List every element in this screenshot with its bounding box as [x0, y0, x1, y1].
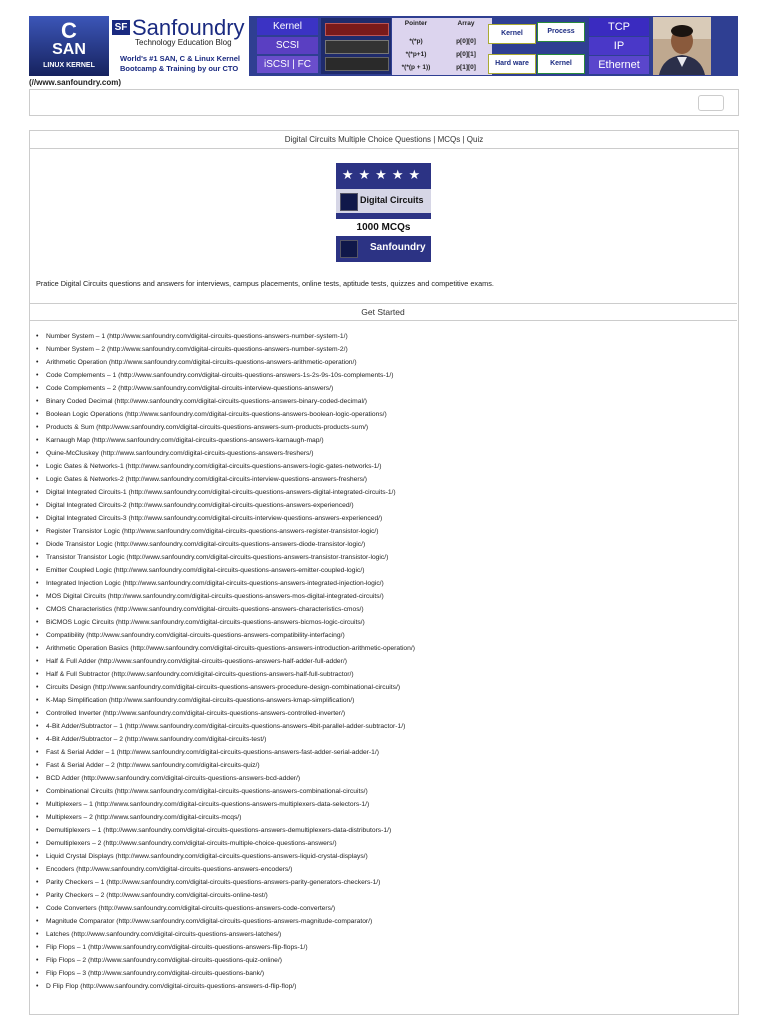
topic-link[interactable]: Register Transistor Logic: [46, 528, 120, 535]
table-cell: p[0][0]: [456, 38, 476, 45]
hardware-box: Hard ware: [488, 54, 536, 74]
list-item: • Arithmetic Operation (http://www.sanfoundry.com/digital-circuits-questions-answers-arithmetic-operation/): [36, 356, 736, 369]
topic-link[interactable]: Code Converters: [46, 905, 97, 912]
topic-url[interactable]: http://www.sanfoundry.com/digital-circuits-questions-answers-karnaugh-map/: [93, 437, 322, 444]
topic-link[interactable]: BCD Adder: [46, 775, 80, 782]
list-item: • Multiplexers – 1 (http://www.sanfoundry.com/digital-circuits-questions-answers-multiplexers-data-selectors-1/): [36, 798, 736, 811]
storage-rack-icon: [325, 40, 389, 54]
tcp-button[interactable]: TCP: [589, 18, 649, 36]
topic-link[interactable]: Combinational Circuits: [46, 788, 113, 795]
topic-url[interactable]: http://www.sanfoundry.com/digital-circuits-questions-answers-1s-2s-9s-10s-complements-1/: [120, 372, 392, 379]
topic-link[interactable]: Demultiplexers – 1: [46, 827, 102, 834]
topic-link[interactable]: Arithmetic Operation Basics: [46, 645, 129, 652]
list-item: • Demultiplexers – 1 (http://www.sanfoundry.com/digital-circuits-questions-answers-demultiplexers-data-distributors-1/): [36, 824, 736, 837]
topic-link[interactable]: Boolean Logic Operations: [46, 411, 123, 418]
topic-link[interactable]: Transistor Transistor Logic: [46, 554, 125, 561]
list-item: • MOS Digital Circuits (http://www.sanfoundry.com/digital-circuits-questions-answers-mos-digital-integrated-circuits/): [36, 590, 736, 603]
ethernet-button[interactable]: Ethernet: [589, 56, 649, 74]
table-cell: *(*(p + 1)): [401, 64, 431, 71]
topic-link[interactable]: Fast & Serial Adder – 1: [46, 749, 115, 756]
topic-link[interactable]: Fast & Serial Adder – 2: [46, 762, 115, 769]
brand-tagline: Technology Education Blog: [135, 38, 232, 47]
storage-device-image: [321, 18, 391, 74]
topic-url[interactable]: http://www.sanfoundry.com/digital-circuits-questions-answers-digital-integrated-circuits-1/: [130, 489, 394, 496]
storage-rack-icon: [325, 57, 389, 71]
topic-url[interactable]: http://www.sanfoundry.com/digital-circuits-questions-answers-liquid-crystal-displays/: [117, 853, 366, 860]
list-item: • Flip Flops – 1 (http://www.sanfoundry.com/digital-circuits-questions-answers-flip-flops-1/): [36, 941, 736, 954]
topic-link[interactable]: Logic Gates & Networks-2: [46, 476, 124, 483]
scsi-button[interactable]: SCSI: [257, 37, 318, 54]
topic-link[interactable]: Magnitude Comparator: [46, 918, 115, 925]
cover-subject: Digital Circuits: [360, 195, 424, 205]
topic-link[interactable]: MOS Digital Circuits: [46, 593, 106, 600]
list-item: • Transistor Transistor Logic (http://www.sanfoundry.com/digital-circuits-questions-answers-transistor-transistor-logic/): [36, 551, 736, 564]
topic-link[interactable]: Half & Full Adder: [46, 658, 97, 665]
topic-url[interactable]: http://www.sanfoundry.com/digital-circuits-questions-answers-half-adder-full-adder/: [100, 658, 345, 665]
list-item: • Circuits Design (http://www.sanfoundry.com/digital-circuits-questions-answers-procedure-design-combinational-circuits/): [36, 681, 736, 694]
search-button[interactable]: [698, 95, 724, 111]
list-item: • Combinational Circuits (http://www.sanfoundry.com/digital-circuits-questions-answers-combinational-circuits/): [36, 785, 736, 798]
list-item: • 4-Bit Adder/Subtractor – 1 (http://www.sanfoundry.com/digital-circuits-questions-answers-4bit-parallel-adder-subtractor-1/): [36, 720, 736, 733]
topic-url[interactable]: http://www.sanfoundry.com/digital-circuits-questions-answers-kmap-simplification/: [111, 697, 353, 704]
list-item: • Flip Flops – 2 (http://www.sanfoundry.com/digital-circuits-questions-quiz-online/): [36, 954, 736, 967]
list-item: • Register Transistor Logic (http://www.sanfoundry.com/digital-circuits-questions-answers-register-transistor-logic/): [36, 525, 736, 538]
topic-link[interactable]: 4-Bit Adder/Subtractor – 1: [46, 723, 123, 730]
topic-url[interactable]: http://www.sanfoundry.com/digital-circuits-questions-answers-characteristics-cmos/: [116, 606, 362, 613]
list-item: • Emitter Coupled Logic (http://www.sanfoundry.com/digital-circuits-questions-answers-emitter-coupled-logic/): [36, 564, 736, 577]
topic-url[interactable]: http://www.sanfoundry.com/digital-circuits-questions-answers-multiplexers-data-selectors-1/: [96, 801, 368, 808]
topic-url[interactable]: http://www.sanfoundry.com/digital-circuits-questions-answers-code-converters/: [100, 905, 333, 912]
list-item: • CMOS Characteristics (http://www.sanfoundry.com/digital-circuits-questions-answers-characteristics-cmos/): [36, 603, 736, 616]
topic-url[interactable]: http://www.sanfoundry.com/digital-circuits-questions-answers-emitter-coupled-logic/: [115, 567, 363, 574]
topic-link[interactable]: Flip Flops – 3: [46, 970, 87, 977]
topic-link[interactable]: Demultiplexers – 2: [46, 840, 102, 847]
list-item: • Compatibility (http://www.sanfoundry.com/digital-circuits-questions-answers-compatibility-interfacing/): [36, 629, 736, 642]
topic-url[interactable]: http://www.sanfoundry.com/digital-circuits-questions-answers-fast-adder-serial-adder-1/: [118, 749, 377, 756]
topic-url[interactable]: http://www.sanfoundry.com/digital-circuits-interview-questions-answers/: [120, 385, 331, 392]
topic-url[interactable]: http://www.sanfoundry.com/digital-circuits-questions-answers-introduction-arithmetic-operation/: [132, 645, 413, 652]
topic-link[interactable]: Number System – 2: [46, 346, 106, 353]
list-item: • K-Map Simplification (http://www.sanfoundry.com/digital-circuits-questions-answers-kmap-simplification/): [36, 694, 736, 707]
sf-logo-icon: SF: [112, 20, 130, 35]
list-item: • Code Converters (http://www.sanfoundry.com/digital-circuits-questions-answers-code-converters/): [36, 902, 736, 915]
list-item: • Digital Integrated Circuits-1 (http://www.sanfoundry.com/digital-circuits-questions-answers-digital-integrated-circuits-1/): [36, 486, 736, 499]
topic-link[interactable]: Logic Gates & Networks-1: [46, 463, 124, 470]
list-item: • Diode Transistor Logic (http://www.sanfoundry.com/digital-circuits-questions-answers-diode-transistor-logic/): [36, 538, 736, 551]
list-item: • Integrated Injection Logic (http://www.sanfoundry.com/digital-circuits-questions-answers-integrated-injection-logic/): [36, 577, 736, 590]
page-title: Digital Circuits Multiple Choice Questions | MCQs | Quiz: [29, 130, 739, 149]
stars-icon: ★★★★★: [341, 168, 426, 183]
topic-url[interactable]: http://www.sanfoundry.com/digital-circuits-quiz/: [118, 762, 258, 769]
list-item: • Fast & Serial Adder – 1 (http://www.sanfoundry.com/digital-circuits-questions-answers-fast-adder-serial-adder-1/): [36, 746, 736, 759]
topic-link[interactable]: Controlled Inverter: [46, 710, 102, 717]
list-item: • Products & Sum (http://www.sanfoundry.com/digital-circuits-questions-answers-sum-products-products-sum/): [36, 421, 736, 434]
list-item: • Demultiplexers – 2 (http://www.sanfoundry.com/digital-circuits-multiple-choice-questions-answers/): [36, 837, 736, 850]
sanfoundry-brand[interactable]: [109, 16, 249, 76]
topic-url[interactable]: http://www.sanfoundry.com/digital-circuits-questions-answers-experienced/: [130, 502, 352, 509]
list-item: • Code Complements – 2 (http://www.sanfoundry.com/digital-circuits-interview-questions-answers/): [36, 382, 736, 395]
topic-link[interactable]: Digital Integrated Circuits-3: [46, 515, 127, 522]
topic-link[interactable]: Half & Full Subtractor: [46, 671, 110, 678]
list-item: • Logic Gates & Networks-1 (http://www.sanfoundry.com/digital-circuits-questions-answers-logic-gates-networks-1/): [36, 460, 736, 473]
topic-link[interactable]: D Flip Flop: [46, 983, 79, 990]
topic-url[interactable]: http://www.sanfoundry.com/digital-circuits-questions-answers-boolean-logic-operations/: [127, 411, 385, 418]
topic-link[interactable]: Multiplexers – 2: [46, 814, 93, 821]
topic-link[interactable]: Compatibility: [46, 632, 85, 639]
topic-url[interactable]: http://www.sanfoundry.com/digital-circuits-questions-answers-controlled-inverter/: [105, 710, 343, 717]
list-item: • Quine-McCluskey (http://www.sanfoundry.com/digital-circuits-questions-answers-freshers/): [36, 447, 736, 460]
topic-url[interactable]: http://www.sanfoundry.com/digital-circuits-questions-answers-parity-generators-checkers-1/: [108, 879, 379, 886]
table-cell: p[0][1]: [456, 51, 476, 58]
list-item: • BCD Adder (http://www.sanfoundry.com/digital-circuits-questions-answers-bcd-adder/): [36, 772, 736, 785]
san-mini-logo-icon: [340, 193, 358, 211]
topic-url[interactable]: http://www.sanfoundry.com/digital-circuits-questions-answers-encoders/: [78, 866, 291, 873]
list-item: • Code Complements – 1 (http://www.sanfoundry.com/digital-circuits-questions-answers-1s-2s-9s-10s-complements-1/): [36, 369, 736, 382]
table-header: Array: [457, 20, 475, 27]
topic-url[interactable]: http://www.sanfoundry.com/digital-circuits-questions-answers-4bit-parallel-adder-subtractor-1/: [127, 723, 404, 730]
san-mini-logo-icon: [340, 240, 358, 258]
get-started-heading: Get Started: [29, 303, 737, 321]
topic-link[interactable]: Digital Integrated Circuits-2: [46, 502, 127, 509]
topic-url[interactable]: http://www.sanfoundry.com/digital-circuits-interview-questions-answers-freshers/: [127, 476, 365, 483]
topic-link[interactable]: Diode Transistor Logic: [46, 541, 113, 548]
list-item: • Controlled Inverter (http://www.sanfoundry.com/digital-circuits-questions-answers-controlled-inverter/): [36, 707, 736, 720]
list-item: • Number System – 2 (http://www.sanfoundry.com/digital-circuits-questions-answers-number-system-2/): [36, 343, 736, 356]
cto-photo: [653, 17, 711, 75]
intro-text: Pratice Digital Circuits questions and answers for interviews, campus placements, online tests, aptitude tests, quizzes and competitive exams.: [36, 279, 494, 288]
list-item: • Fast & Serial Adder – 2 (http://www.sanfoundry.com/digital-circuits-quiz/): [36, 759, 736, 772]
topic-link[interactable]: Quine-McCluskey: [46, 450, 99, 457]
list-item: • Digital Integrated Circuits-2 (http://www.sanfoundry.com/digital-circuits-questions-answers-experienced/): [36, 499, 736, 512]
topic-link[interactable]: Latches: [46, 931, 70, 938]
topic-link[interactable]: 4-Bit Adder/Subtractor – 2: [46, 736, 123, 743]
topic-link[interactable]: Integrated Injection Logic: [46, 580, 121, 587]
cover-brand: Sanfoundry: [370, 242, 426, 253]
topic-link[interactable]: Number System – 1: [46, 333, 106, 340]
table-cell: *(*p): [409, 38, 423, 45]
topic-link[interactable]: BiCMOS Logic Circuits: [46, 619, 115, 626]
topic-url[interactable]: http://www.sanfoundry.com/digital-circuits-interview-questions-answers-experienced/: [130, 515, 381, 522]
topic-link[interactable]: Products & Sum: [46, 424, 95, 431]
topic-link[interactable]: Emitter Coupled Logic: [46, 567, 112, 574]
brand-promo-line-2: Bootcamp & Training by our CTO: [120, 64, 239, 73]
topic-url[interactable]: http://www.sanfoundry.com/digital-circuits-test/: [127, 736, 265, 743]
list-item: • Half & Full Adder (http://www.sanfoundry.com/digital-circuits-questions-answers-half-adder-full-adder/): [36, 655, 736, 668]
topic-url[interactable]: http://www.sanfoundry.com/digital-circuits-questions-answers-integrated-injection-logic/: [124, 580, 382, 587]
topic-url[interactable]: http://www.sanfoundry.com/digital-circuits-questions-answers-logic-gates-networks-1/: [127, 463, 380, 470]
topic-url[interactable]: http://www.sanfoundry.com/digital-circuits-questions-answers-flip-flops-1/: [90, 944, 306, 951]
brand-name: Sanfoundry: [132, 15, 245, 40]
list-item: • Latches (http://www.sanfoundry.com/digital-circuits-questions-answers-latches/): [36, 928, 736, 941]
list-item: • Encoders (http://www.sanfoundry.com/digital-circuits-questions-answers-encoders/): [36, 863, 736, 876]
topic-url[interactable]: http://www.sanfoundry.com/digital-circuits-questions-answers-bcd-adder/: [83, 775, 298, 782]
topic-url[interactable]: http://www.sanfoundry.com/digital-circuits-questions-answers-compatibility-interfacing/: [88, 632, 343, 639]
site-url-link[interactable]: (//www.sanfoundry.com): [29, 78, 122, 87]
book-cover-image[interactable]: [336, 163, 431, 262]
topic-link[interactable]: Multiplexers – 1: [46, 801, 93, 808]
topic-link[interactable]: Karnaugh Map: [46, 437, 90, 444]
topic-link[interactable]: Digital Integrated Circuits-1: [46, 489, 127, 496]
kernel-box: Kernel: [488, 24, 536, 44]
logo-c-letter: C: [61, 18, 77, 43]
list-item: • Binary Coded Decimal (http://www.sanfoundry.com/digital-circuits-questions-answers-binary-coded-decimal/): [36, 395, 736, 408]
list-item: • Number System – 1 (http://www.sanfoundry.com/digital-circuits-questions-answers-number-system-1/): [36, 330, 736, 343]
topic-url[interactable]: http://www.sanfoundry.com/digital-circuits-questions-answers-mos-digital-integrated-circuits/: [109, 593, 382, 600]
topic-link[interactable]: Flip Flops – 2: [46, 957, 87, 964]
search-bar[interactable]: [29, 89, 739, 116]
topic-url[interactable]: http://www.sanfoundry.com/digital-circuits-questions-quiz-online/: [90, 957, 280, 964]
topic-link[interactable]: Parity Checkers – 1: [46, 879, 105, 886]
topic-link[interactable]: K-Map Simplification: [46, 697, 107, 704]
topic-url[interactable]: http://www.sanfoundry.com/digital-circuits-questions-answers-diode-transistor-logic/: [116, 541, 363, 548]
topic-url[interactable]: http://www.sanfoundry.com/digital-circuits-questions-answers-freshers/: [102, 450, 312, 457]
topic-url[interactable]: http://www.sanfoundry.com/digital-circuits-questions-answers-binary-coded-decimal/: [116, 398, 365, 405]
topic-url[interactable]: http://www.sanfoundry.com/digital-circuits-questions-answers-register-transistor-logic/: [124, 528, 377, 535]
topic-url[interactable]: http://www.sanfoundry.com/digital-circuits-questions-answers-d-flip-flop/: [82, 983, 295, 990]
iscsi-fc-button[interactable]: iSCSI | FC: [257, 56, 318, 73]
topic-url[interactable]: http://www.sanfoundry.com/digital-circuits-mcqs/: [96, 814, 240, 821]
topic-url[interactable]: http://www.sanfoundry.com/digital-circuits-questions-answers-arithmetic-operation/: [111, 359, 355, 366]
topic-url[interactable]: http://www.sanfoundry.com/digital-circuits-questions-answers-magnitude-comparator/: [118, 918, 371, 925]
topic-url[interactable]: http://www.sanfoundry.com/digital-circuits-online-test/: [108, 892, 266, 899]
list-item: • Karnaugh Map (http://www.sanfoundry.com/digital-circuits-questions-answers-karnaugh-map/): [36, 434, 736, 447]
list-item: • Half & Full Subtractor (http://www.sanfoundry.com/digital-circuits-questions-answers-half-full-subtractor/): [36, 668, 736, 681]
list-item: • D Flip Flop (http://www.sanfoundry.com/digital-circuits-questions-answers-d-flip-flop/): [36, 980, 736, 993]
topic-link[interactable]: Code Complements – 1: [46, 372, 117, 379]
topic-url[interactable]: http://www.sanfoundry.com/digital-circuits-questions-answers-latches/: [73, 931, 279, 938]
brand-promo-line-1: World's #1 SAN, C & Linux Kernel: [120, 54, 240, 63]
list-item: • Parity Checkers – 2 (http://www.sanfoundry.com/digital-circuits-online-test/): [36, 889, 736, 902]
list-item: • Parity Checkers – 1 (http://www.sanfoundry.com/digital-circuits-questions-answers-parity-generators-checkers-1/): [36, 876, 736, 889]
cover-mcqs-count: 1000 MCQs: [356, 222, 411, 233]
topic-link[interactable]: Parity Checkers – 2: [46, 892, 105, 899]
table-cell: p[1][0]: [456, 64, 476, 71]
kernel-box-2: Kernel: [537, 54, 585, 74]
table-cell: *(*p+1): [405, 51, 427, 58]
logo-san-text: SAN: [52, 41, 86, 58]
c-san-linux-logo: [29, 16, 109, 76]
list-item: • Digital Integrated Circuits-3 (http://www.sanfoundry.com/digital-circuits-interview-questions-answers-experienced/): [36, 512, 736, 525]
process-box: Process: [537, 22, 585, 42]
logo-linux-kernel-text: LINUX KERNEL: [43, 62, 95, 69]
topic-url[interactable]: http://www.sanfoundry.com/digital-circuits-questions-answers-demultiplexers-data-distributors-1/: [105, 827, 389, 834]
list-item: • Magnitude Comparator (http://www.sanfoundry.com/digital-circuits-questions-answers-magnitude-comparator/): [36, 915, 736, 928]
topic-url[interactable]: http://www.sanfoundry.com/digital-circuits-questions-answers-number-system-1/: [109, 333, 346, 340]
topic-url[interactable]: http://www.sanfoundry.com/digital-circuits-questions-answers-combinational-circuits/: [117, 788, 366, 795]
list-item: • Boolean Logic Operations (http://www.sanfoundry.com/digital-circuits-questions-answers-boolean-logic-operations/): [36, 408, 736, 421]
topic-link[interactable]: Encoders: [46, 866, 75, 873]
header-banner-ad[interactable]: [29, 16, 738, 76]
topic-url[interactable]: http://www.sanfoundry.com/digital-circuits-questions-answers-half-full-subtractor/: [113, 671, 352, 678]
topic-link[interactable]: Flip Flops – 1: [46, 944, 87, 951]
list-item: • Flip Flops – 3 (http://www.sanfoundry.com/digital-circuits-questions-bank/): [36, 967, 736, 980]
list-item: • Arithmetic Operation Basics (http://www.sanfoundry.com/digital-circuits-questions-answers-introduction-arithmetic-operation/): [36, 642, 736, 655]
ip-button[interactable]: IP: [589, 37, 649, 55]
list-item: • Liquid Crystal Displays (http://www.sanfoundry.com/digital-circuits-questions-answers-liquid-crystal-displays/): [36, 850, 736, 863]
topic-list: [36, 330, 736, 993]
list-item: • Logic Gates & Networks-2 (http://www.sanfoundry.com/digital-circuits-interview-questions-answers-freshers/): [36, 473, 736, 486]
pointer-array-table: [392, 18, 492, 75]
table-header: Pointer: [404, 20, 428, 27]
topic-url[interactable]: http://www.sanfoundry.com/digital-circuits-questions-answers-bicmos-logic-circuits/: [118, 619, 363, 626]
list-item: • Multiplexers – 2 (http://www.sanfoundry.com/digital-circuits-mcqs/): [36, 811, 736, 824]
person-photo-icon: [653, 17, 711, 75]
topic-link[interactable]: CMOS Characteristics: [46, 606, 113, 613]
topic-link[interactable]: Arithmetic Operation: [46, 359, 107, 366]
topic-link[interactable]: Code Complements – 2: [46, 385, 117, 392]
topic-url[interactable]: http://www.sanfoundry.com/digital-circuits-questions-answers-transistor-transistor-logic/: [128, 554, 387, 561]
topic-url[interactable]: http://www.sanfoundry.com/digital-circuits-questions-answers-number-system-2/: [109, 346, 346, 353]
topic-link[interactable]: Circuits Design: [46, 684, 91, 691]
topic-link[interactable]: Binary Coded Decimal: [46, 398, 113, 405]
topic-link[interactable]: Liquid Crystal Displays: [46, 853, 114, 860]
list-item: • 4-Bit Adder/Subtractor – 2 (http://www.sanfoundry.com/digital-circuits-test/): [36, 733, 736, 746]
kernel-button[interactable]: Kernel: [257, 18, 318, 35]
list-item: • BiCMOS Logic Circuits (http://www.sanfoundry.com/digital-circuits-questions-answers-bicmos-logic-circuits/): [36, 616, 736, 629]
storage-rack-icon: [325, 23, 389, 36]
topic-url[interactable]: http://www.sanfoundry.com/digital-circuits-questions-answers-sum-products-products-sum/: [98, 424, 366, 431]
topic-url[interactable]: http://www.sanfoundry.com/digital-circuits-questions-answers-procedure-design-combinational-circuits/: [95, 684, 398, 691]
topic-url[interactable]: http://www.sanfoundry.com/digital-circuits-multiple-choice-questions-answers/: [105, 840, 335, 847]
topic-url[interactable]: http://www.sanfoundry.com/digital-circuits-questions-bank/: [90, 970, 262, 977]
